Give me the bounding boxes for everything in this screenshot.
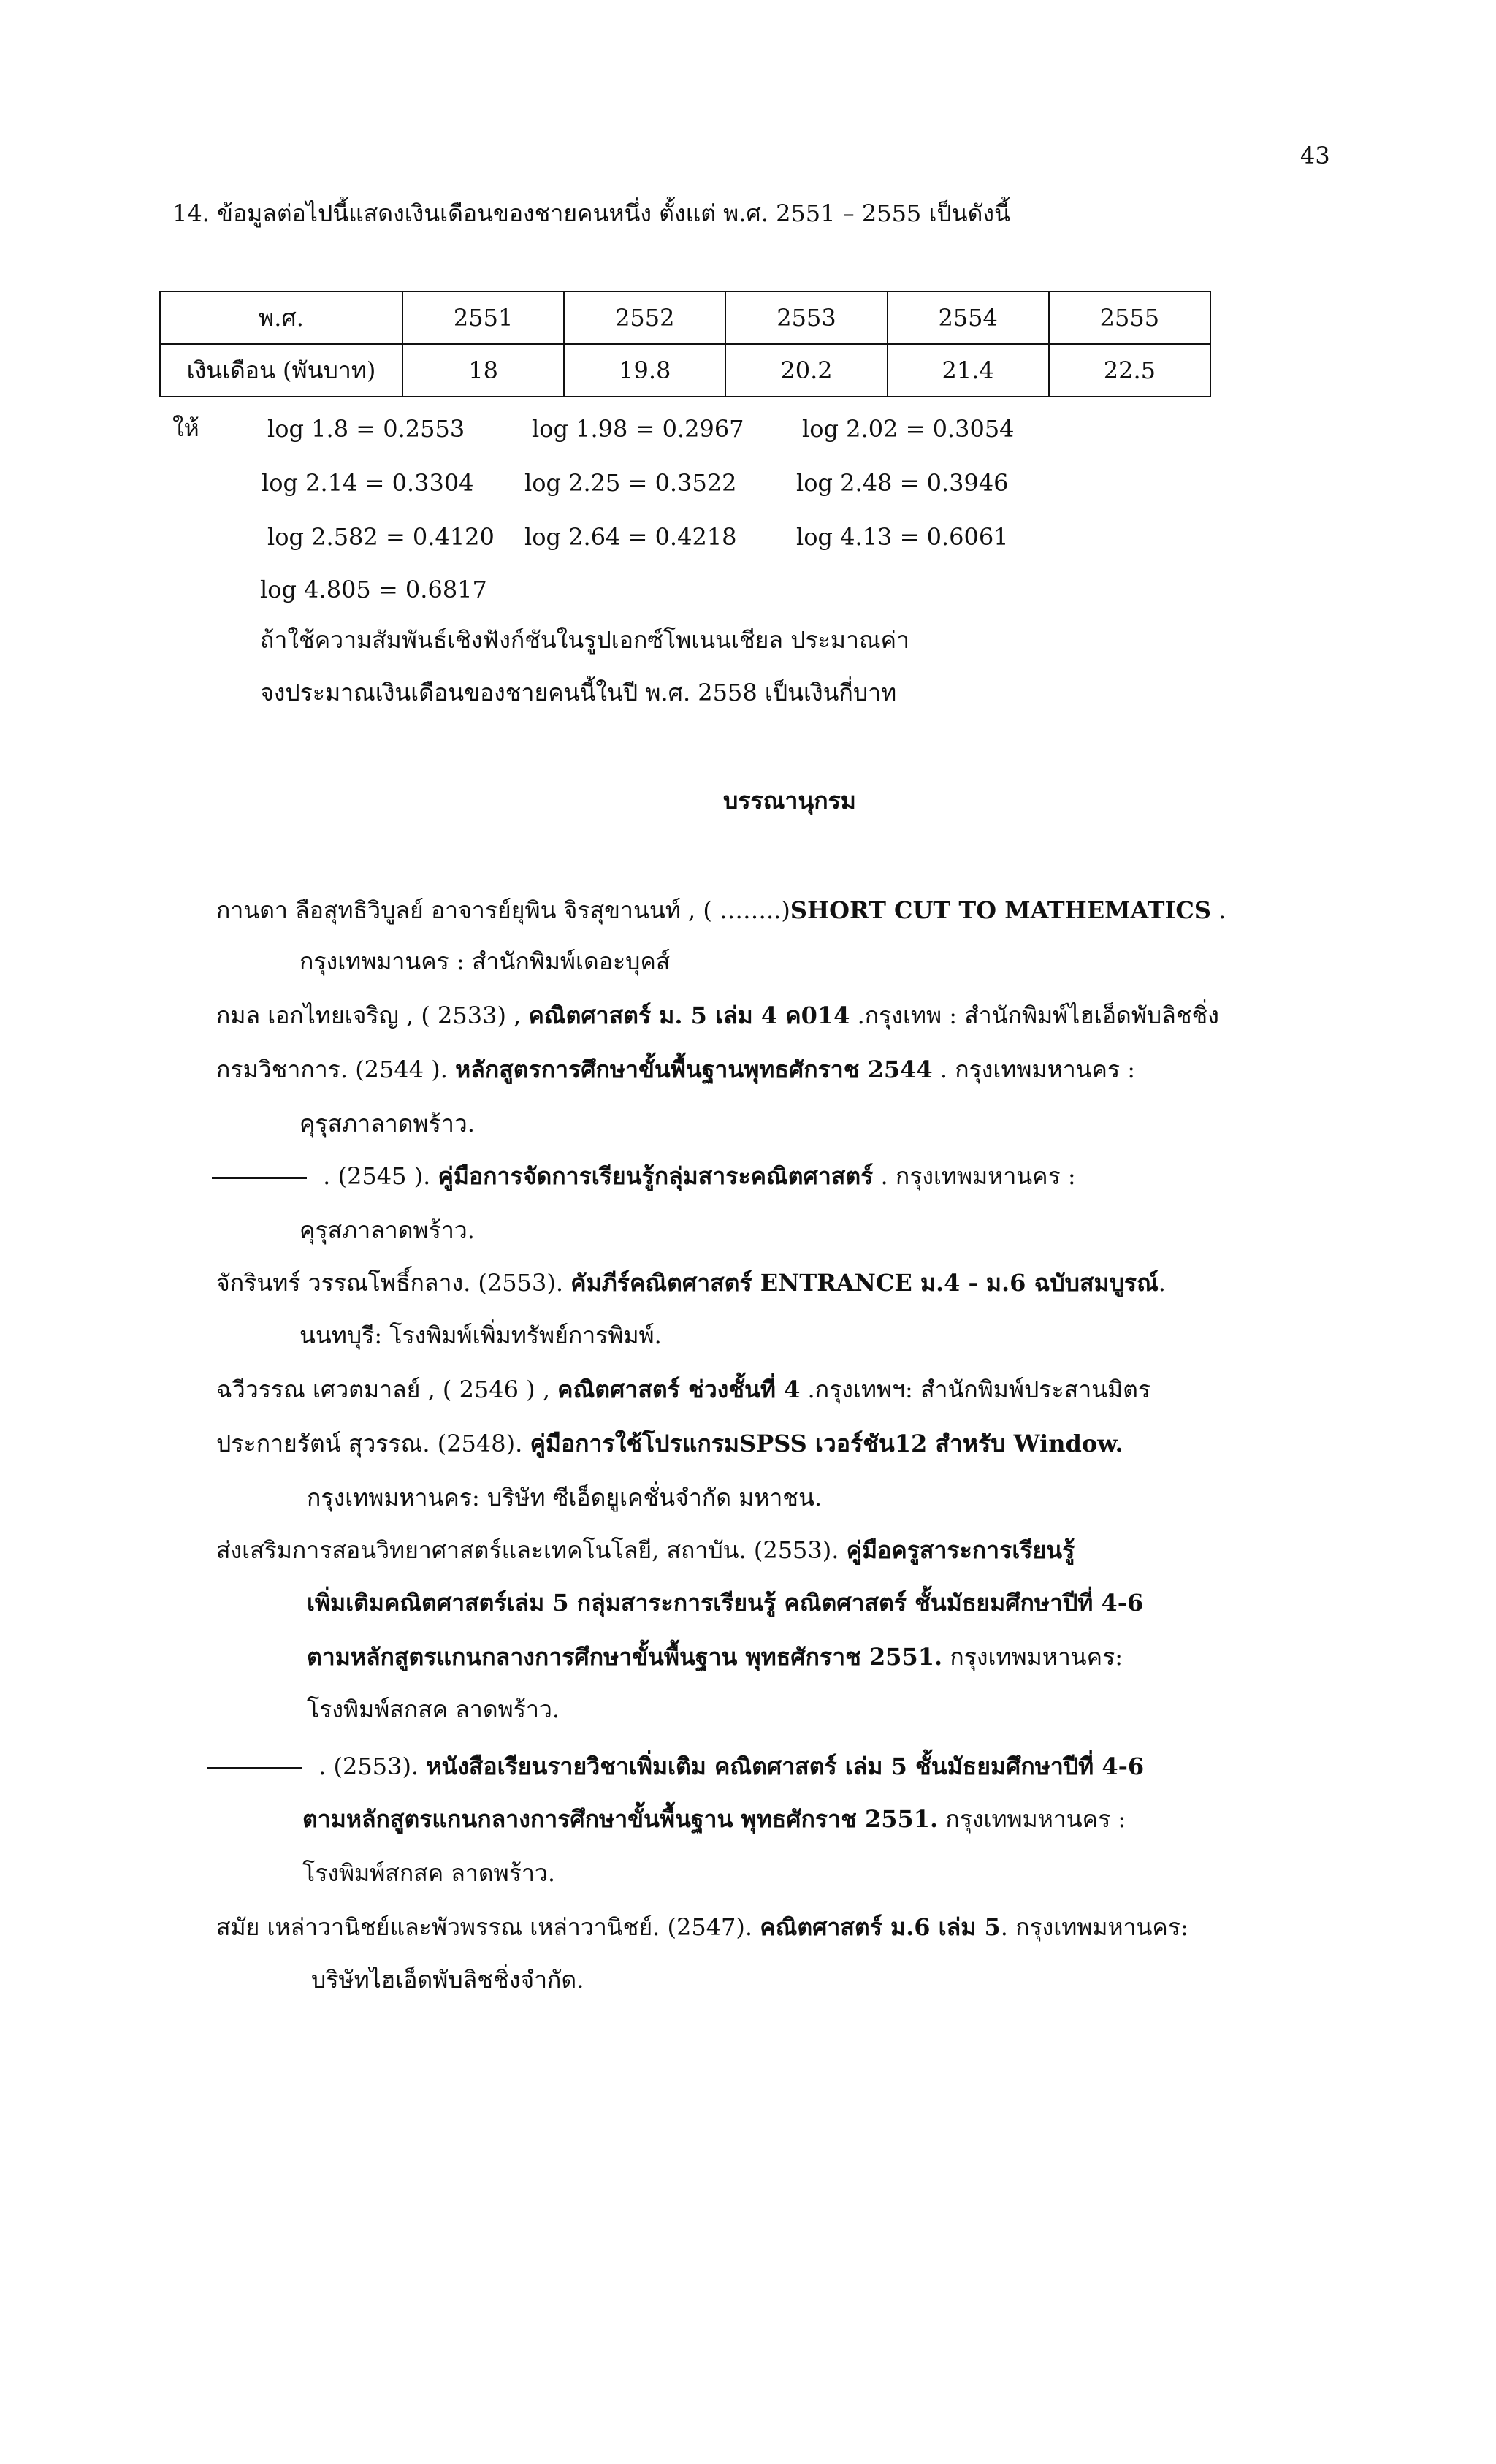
bib-entry — [216, 1536, 1075, 1565]
bib-text: ส่งเสริมการสอนวิทยาศาสตร์และเทคโนโลยี, สถาบัน. (2553). — [216, 1536, 847, 1564]
bib-continuation: คุรุสภาลาดพร้าว. — [299, 1110, 475, 1137]
bib-text: กรมวิชาการ. (2544 ). — [216, 1056, 456, 1083]
log-value: log 1.8 = 0.2553 — [267, 415, 465, 443]
log-value: log 2.64 = 0.4218 — [524, 523, 737, 551]
bib-continuation: โรงพิมพ์สกสค ลาดพร้าว. — [302, 1859, 556, 1887]
bib-continuation: คุรุสภาลาดพร้าว. — [299, 1216, 475, 1244]
bib-text: ประกายรัตน์ สุวรรณ. (2548). — [216, 1430, 530, 1457]
bib-continuation — [302, 1804, 1126, 1834]
bib-continuation: กรุงเทพมหานคร: บริษัท ซีเอ็ดยูเคชั่นจำกัด มหาชน. — [307, 1484, 823, 1511]
table-cell-year: 2553 — [725, 291, 887, 344]
bib-entry — [216, 896, 1226, 925]
bib-text: . — [1210, 896, 1226, 924]
table-cell-salary: 18 — [402, 344, 564, 397]
table-cell-year: 2554 — [888, 291, 1049, 344]
bib-title: หนังสือเรียนรายวิชาเพิ่มเติม คณิตศาสตร์ เล่ม 5 ชั้นมัธยมศึกษาปีที่ 4-6 — [426, 1752, 1145, 1780]
bib-text: สมัย เหล่าวานิชย์และพัวพรรณ เหล่าวานิชย์. (2547). — [216, 1913, 760, 1941]
question-title: 14. ข้อมูลต่อไปนี้แสดงเงินเดือนของชายคนหนึ่ง ตั้งแต่ พ.ศ. 2551 – 2555 เป็นดังนี้ — [172, 199, 1010, 227]
table-cell-salary: 19.8 — [564, 344, 725, 397]
bib-text: กานดา ลือสุทธิวิบูลย์ อาจารย์ยุพิน จิรสุขานนท์ , ( ……..) — [216, 896, 790, 924]
table-cell-year: 2555 — [1049, 291, 1210, 344]
bib-continuation: บริษัทไฮเอ็ดพับลิชชิ่งจำกัด. — [311, 1966, 584, 1994]
table-cell-year: 2551 — [402, 291, 564, 344]
table-row-salary — [160, 344, 1210, 397]
bib-continuation: เพิ่มเติมคณิตศาสตร์เล่ม 5 กลุ่มสาระการเรียนรู้ คณิตศาสตร์ ชั้นมัธยมศึกษาปีที่ 4-6 — [307, 1589, 1144, 1617]
bib-entry — [216, 1001, 1219, 1030]
bib-text: ฉวีวรรณ เศวตมาลย์ , ( 2546 ) , — [216, 1376, 558, 1403]
bib-continuation — [307, 1642, 1123, 1671]
bib-title: คณิตศาสตร์ ช่วงชั้นที่ 4 — [557, 1376, 801, 1403]
table-header-salary: เงินเดือน (พันบาท) — [160, 344, 402, 397]
bib-entry — [216, 1268, 1166, 1297]
bib-text: . — [1158, 1269, 1166, 1297]
bib-continuation: กรุงเทพมานคร : สำนักพิมพ์เดอะบุคส์ — [299, 947, 671, 975]
log-value: log 2.25 = 0.3522 — [524, 469, 737, 497]
given-label: ให้ — [172, 414, 199, 442]
log-value: log 4.805 = 0.6817 — [260, 576, 487, 603]
question-line: จงประมาณเงินเดือนของชายคนนี้ในปี พ.ศ. 2558 เป็นเงินกี่บาท — [260, 679, 897, 706]
log-value: log 2.02 = 0.3054 — [802, 415, 1015, 443]
bib-title: หลักสูตรการศึกษาขั้นพื้นฐานพุทธศักราช 2544 — [455, 1056, 933, 1083]
log-value: log 2.48 = 0.3946 — [796, 469, 1009, 497]
bib-title: คู่มือครูสาระการเรียนรู้ — [846, 1536, 1075, 1564]
bib-text: จักรินทร์ วรรณโพธิ์กลาง. (2553). — [216, 1269, 571, 1297]
table-header-year: พ.ศ. — [160, 291, 402, 344]
bibliography-heading: บรรณานุกรม — [723, 787, 856, 815]
log-value: log 1.98 = 0.2967 — [532, 415, 744, 443]
bib-title: ตามหลักสูตรแกนกลางการศึกษาขั้นพื้นฐาน พุทธศักราช 2551. — [302, 1805, 939, 1833]
bib-entry — [216, 1055, 1135, 1084]
bib-text: .กรุงเทพ : สำนักพิมพ์ไฮเอ็ดพับลิชชิ่ง — [850, 1002, 1219, 1029]
bib-entry — [216, 1429, 1123, 1458]
table-row-years — [160, 291, 1210, 344]
table-cell-salary: 21.4 — [888, 344, 1049, 397]
log-value: log 4.13 = 0.6061 — [796, 523, 1009, 551]
table-cell-salary: 22.5 — [1049, 344, 1210, 397]
bib-text: . กรุงเทพมหานคร: — [1000, 1913, 1188, 1941]
bib-entry — [207, 1752, 1144, 1781]
bib-title: คณิตศาสตร์ ม.6 เล่ม 5 — [760, 1913, 1001, 1941]
bib-entry — [216, 1375, 1150, 1404]
salary-table — [159, 291, 1211, 397]
table-cell-year: 2552 — [564, 291, 725, 344]
table-cell-salary: 20.2 — [725, 344, 887, 397]
bib-text: .กรุงเทพฯ: สำนักพิมพ์ประสานมิตร — [800, 1376, 1151, 1403]
log-value: log 2.582 = 0.4120 — [267, 523, 495, 551]
bib-text: กมล เอกไทยเจริญ , ( 2533) , — [216, 1002, 529, 1029]
bib-text: กรุงเทพมหานคร: — [942, 1643, 1123, 1671]
bib-continuation: โรงพิมพ์สกสค ลาดพร้าว. — [307, 1696, 560, 1723]
bib-title: คู่มือการจัดการเรียนรู้กลุ่มสาระคณิตศาสตร์ — [438, 1162, 874, 1190]
bib-text: กรุงเทพมหานคร : — [938, 1805, 1126, 1833]
bib-title: คู่มือการใช้โปรแกรมSPSS เวอร์ชัน12 สำหรับ Window. — [530, 1430, 1123, 1457]
bib-text: . กรุงเทพมหานคร : — [932, 1056, 1136, 1083]
page-number: 43 — [1300, 142, 1330, 169]
bib-title: ตามหลักสูตรแกนกลางการศึกษาขั้นพื้นฐาน พุทธศักราช 2551. — [307, 1643, 943, 1671]
author-repeat-dash — [212, 1177, 307, 1179]
bib-entry — [216, 1912, 1188, 1942]
question-line: ถ้าใช้ความสัมพันธ์เชิงฟังก์ชันในรูปเอกซ์โพเนนเชียล ประมาณค่า — [260, 626, 909, 654]
bib-entry — [212, 1162, 1076, 1191]
bib-title: คณิตศาสตร์ ม. 5 เล่ม 4 ค014 — [528, 1002, 850, 1029]
bib-text: . กรุงเทพมหานคร : — [873, 1162, 1076, 1190]
author-repeat-dash — [207, 1767, 302, 1769]
log-value: log 2.14 = 0.3304 — [262, 469, 474, 497]
bib-title: คัมภีร์คณิตศาสตร์ ENTRANCE ม.4 - ม.6 ฉบับสมบูรณ์ — [570, 1269, 1159, 1297]
bib-text: . (2545 ). — [316, 1162, 438, 1190]
bib-title: SHORT CUT TO MATHEMATICS — [790, 896, 1211, 924]
bib-text: . (2553). — [311, 1752, 427, 1780]
bib-continuation: นนทบุรี: โรงพิมพ์เพิ่มทรัพย์การพิมพ์. — [299, 1321, 662, 1349]
